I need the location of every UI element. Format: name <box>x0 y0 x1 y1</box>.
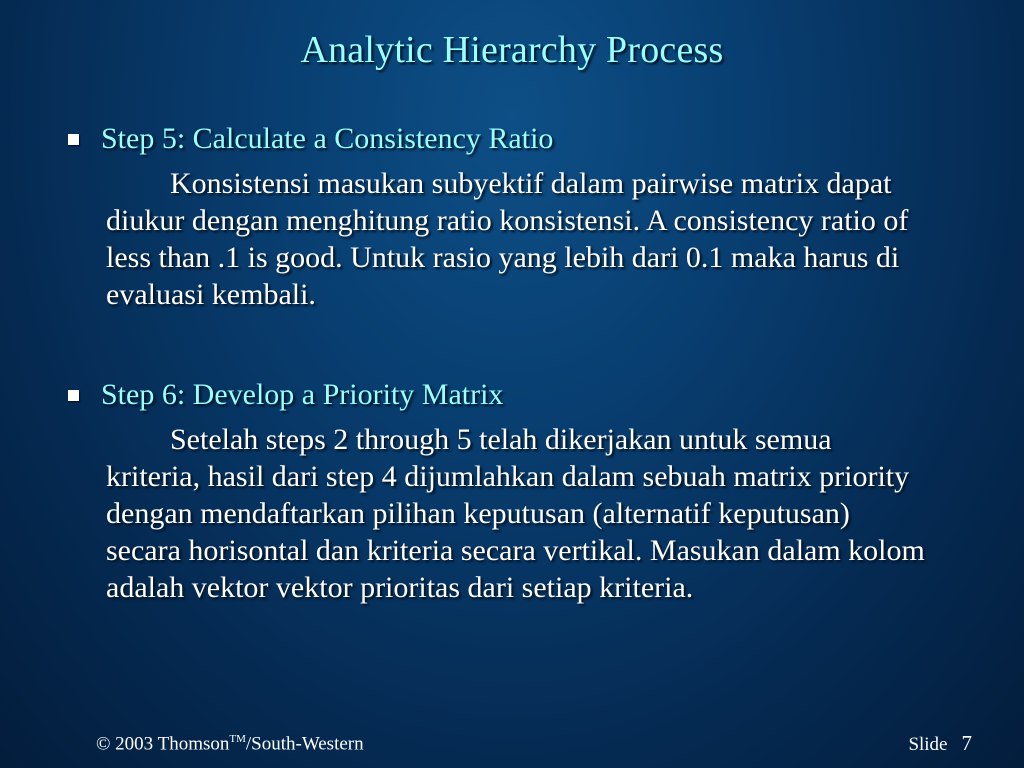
slide-label: Slide <box>908 734 948 755</box>
trademark-symbol: TM <box>229 733 246 745</box>
footer-slide-number <box>908 731 972 756</box>
footer-copyright <box>96 733 364 755</box>
square-bullet-icon <box>68 390 79 401</box>
bullet-heading-step-5 <box>68 122 968 157</box>
slide-number: 7 <box>961 731 972 755</box>
bullet-heading-step-6 <box>68 378 968 413</box>
bullet-step-5 <box>68 122 968 313</box>
copyright-suffix: /South-Western <box>245 733 364 755</box>
bullet-heading-text: Step 5: Calculate a Consistency Ratio <box>101 122 554 155</box>
bullet-step-6 <box>68 378 968 606</box>
slide-title: Analytic Hierarchy Process <box>300 29 724 71</box>
square-bullet-icon <box>68 134 79 145</box>
bullet-body-step-6: Setelah steps 2 through 5 telah dikerjakan untuk semua kriteria, hasil dari step 4 dijumlahkan dalam sebuah matrix priority dengan mendaftarkan pilihan keputusan (alternatif keputusan) secara horisontal dan kriteria secara vertikal. Masukan dalam kolom adalah vektor vektor prioritas dari setiap kriteria. <box>106 422 925 604</box>
bullet-body-step-5: Konsistensi masukan subyektif dalam pairwise matrix dapat diukur dengan menghitung ratio konsistensi. A consistency ratio of less than .1 is good. Untuk rasio yang lebih dari 0.1 maka harus di evaluasi kembali. <box>106 166 909 311</box>
bullet-heading-text: Step 6: Develop a Priority Matrix <box>101 378 504 411</box>
copyright-prefix: © 2003 Thomson <box>96 733 230 755</box>
